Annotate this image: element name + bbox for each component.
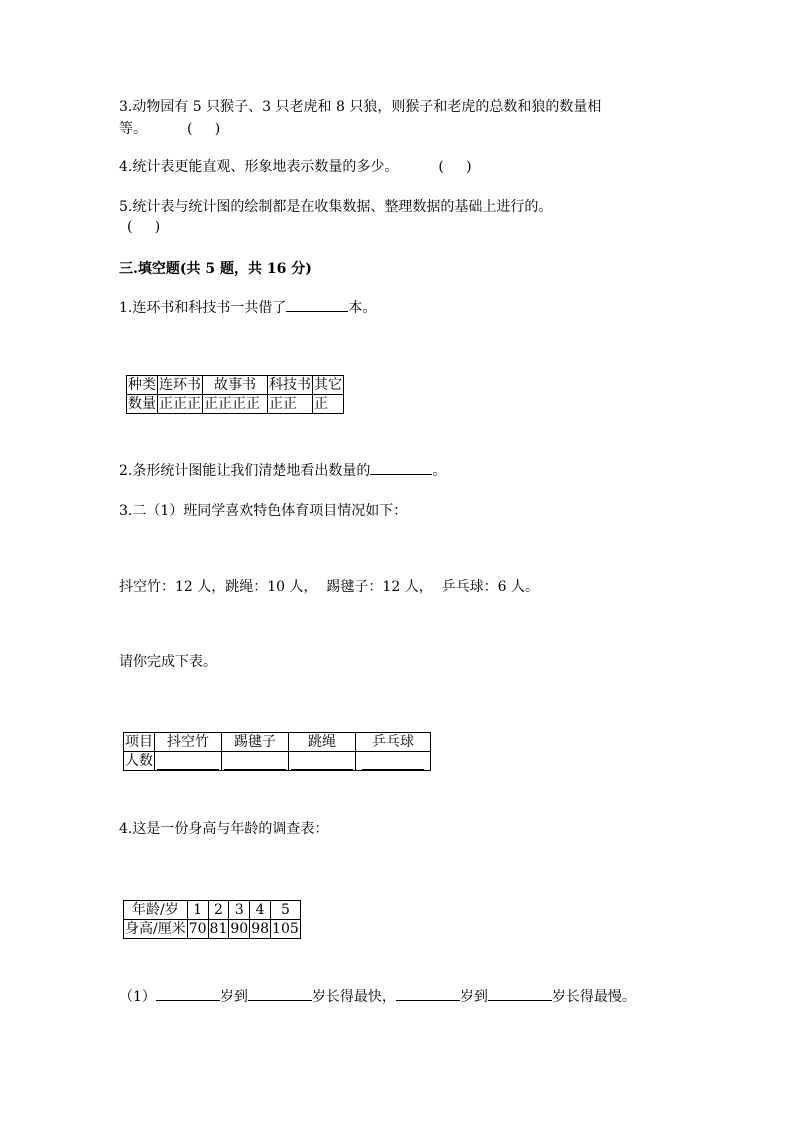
books-table (126, 375, 344, 414)
fill-q2 (119, 460, 446, 482)
fill-q1 (119, 297, 376, 319)
table-cell: 正正正 (159, 396, 201, 412)
table-row-label: 身高/厘米 (125, 921, 186, 937)
fill-q1-suffix: 本。 (348, 300, 377, 316)
fill-q3-data: 抖空竹：12 人，跳绳：10 人， 踢毽子：12 人， 乒乓球：6 人。 (119, 579, 539, 595)
judge-q4-text: 4.统计表更能直观、形象地表示数量的多少。 (119, 159, 399, 175)
table-row (127, 376, 344, 395)
table-header: 乒乓球 (356, 733, 431, 752)
sports-table (123, 732, 431, 771)
table-cell: 正 (313, 395, 344, 414)
fill-q4-intro: 4.这是一份身高与年龄的调查表： (119, 821, 329, 837)
sub-question-number: （1） (119, 989, 156, 1005)
table-cell: 3 (229, 901, 250, 920)
judge-q5 (119, 196, 552, 236)
answer-blank[interactable] (155, 752, 222, 771)
table-cell: 4 (250, 901, 271, 920)
answer-blank[interactable] (356, 752, 431, 771)
table-header: 项目 (125, 734, 153, 750)
fill-q2-prefix: 2.条形统计图能让我们清楚地看出数量的 (119, 463, 371, 479)
fill-q1-prefix: 1.连环书和科技书一共借了 (119, 300, 287, 316)
judge-q3-line1: 3.动物园有 5 只猴子、3 只老虎和 8 只狼，则猴子和老虎的总数和狼的数量相 (119, 99, 602, 115)
judge-q3-line2: 等。 (119, 121, 147, 137)
judge-q3-paren[interactable]: ( ) (187, 121, 221, 137)
table-row-label: 年龄/岁 (124, 901, 188, 920)
fill-q4-sub1 (119, 986, 636, 1008)
table-cell: 70 (188, 921, 207, 937)
table-cell: 105 (272, 921, 299, 937)
table-header: 其它 (314, 377, 342, 393)
fill-q3-intro: 3.二（1）班同学喜欢特色体育项目情况如下： (119, 503, 408, 519)
table-cell: 2 (208, 901, 229, 920)
judge-q5-paren[interactable]: ( ) (127, 219, 161, 235)
table-cell: 正正正正 (203, 395, 268, 414)
table-header: 科技书 (269, 377, 311, 393)
answer-blank[interactable] (222, 752, 289, 771)
table-row-label: 人数 (125, 753, 153, 769)
table-cell: 81 (209, 921, 228, 937)
section-title: 三.填空题(共 5 题，共 16 分) (119, 261, 312, 277)
table-row (124, 733, 431, 752)
table-row (124, 901, 301, 920)
table-cell: 90 (230, 921, 249, 937)
table-cell: 98 (251, 921, 270, 937)
answer-blank[interactable] (488, 999, 552, 1001)
sub-text: 岁长得最快， (311, 989, 396, 1005)
fill-q3-instruction: 请你完成下表。 (119, 654, 217, 670)
sub-text: 岁长得最慢。 (551, 989, 636, 1005)
table-row-label: 数量 (128, 396, 156, 412)
answer-blank[interactable] (289, 752, 356, 771)
table-header: 跳绳 (289, 733, 356, 752)
sub-text: 岁到 (219, 989, 248, 1005)
table-header: 连环书 (159, 377, 201, 393)
judge-q5-line1: 5.统计表与统计图的绘制都是在收集数据、整理数据的基础上进行的。 (119, 199, 553, 215)
table-header: 抖空竹 (155, 733, 222, 752)
table-cell: 1 (187, 901, 208, 920)
judge-q4 (119, 156, 472, 178)
table-header: 踢毽子 (222, 733, 289, 752)
answer-blank[interactable] (396, 999, 460, 1001)
height-age-table (123, 900, 301, 939)
table-row (124, 752, 431, 771)
answer-blank[interactable] (156, 999, 220, 1001)
table-cell: 正正 (268, 395, 313, 414)
table-row (124, 920, 301, 939)
table-header: 种类 (128, 377, 156, 393)
fill-q2-suffix: 。 (432, 463, 447, 479)
table-header: 故事书 (203, 376, 268, 395)
table-cell: 5 (271, 901, 301, 920)
fill-q1-blank[interactable] (286, 310, 348, 312)
fill-q2-blank[interactable] (370, 473, 432, 475)
judge-q4-paren[interactable]: ( ) (438, 159, 472, 175)
judge-q3 (119, 96, 601, 140)
sub-text: 岁到 (459, 989, 488, 1005)
table-row (127, 395, 344, 414)
answer-blank[interactable] (248, 999, 312, 1001)
